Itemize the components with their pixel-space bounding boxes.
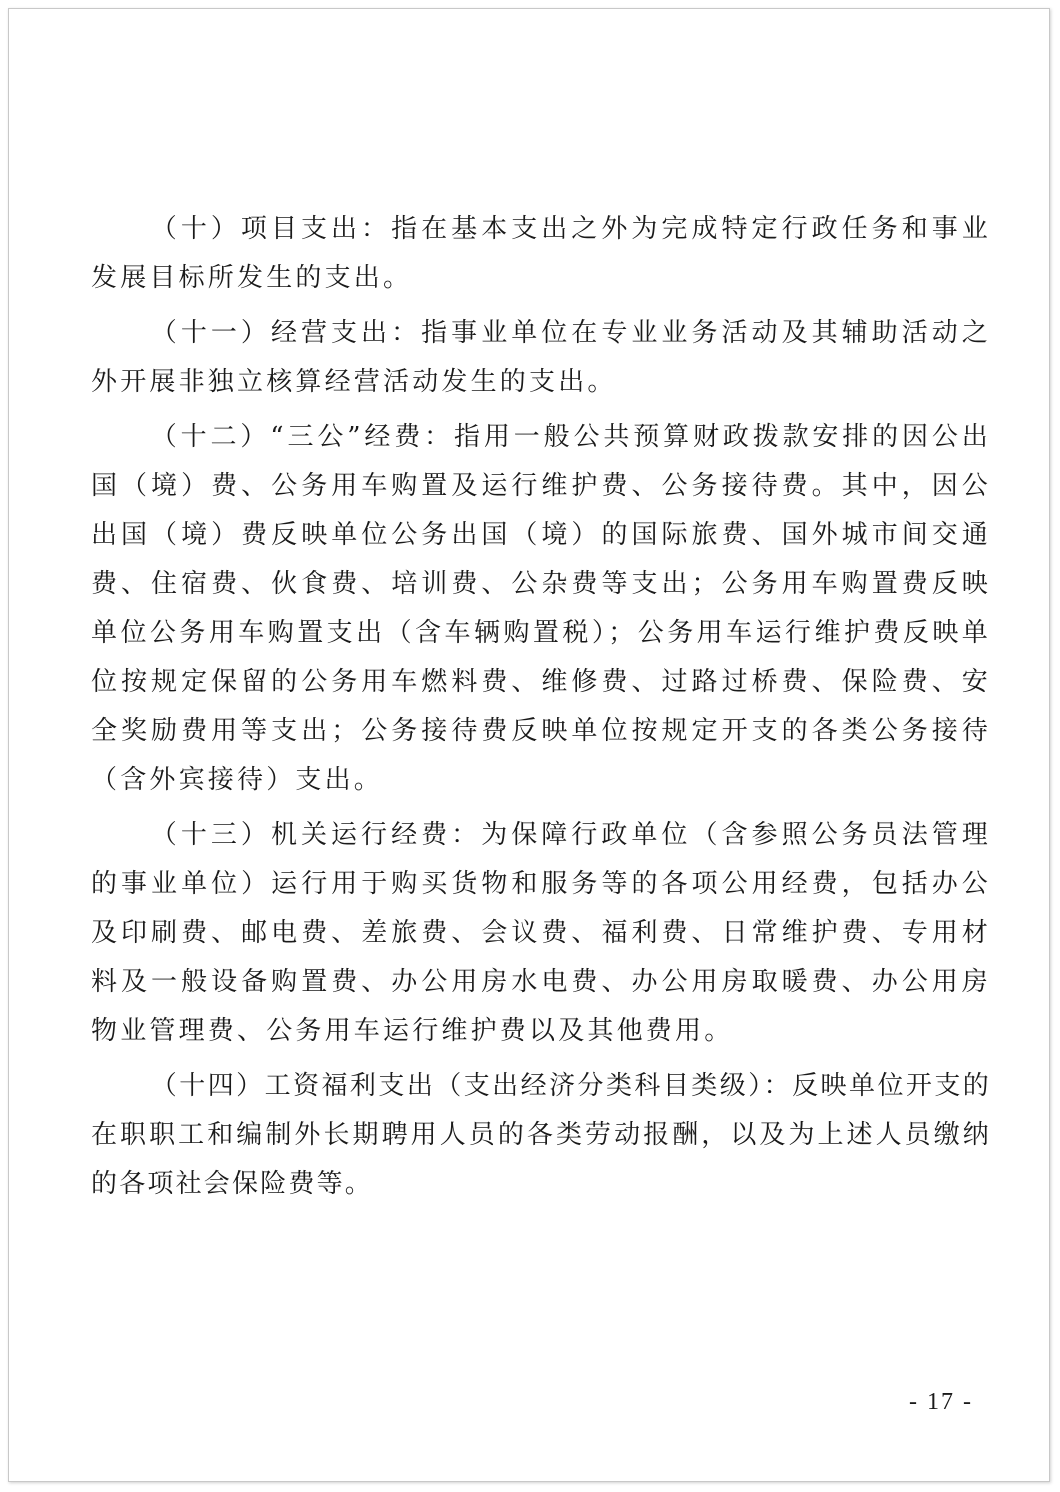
document-body xyxy=(91,205,991,1215)
paragraph-three-public-expenses: （十二）“三公”经费：指用一般公共预算财政拨款安排的因公出国（境）费、公务用车购置及运行维护费、公务接待费。其中，因公出国（境）费反映单位公务出国（境）的国际旅费、国外城市间交通费、住宿费、伙食费、培训费、公杂费等支出；公务用车购置费反映单位公务用车购置支出（含车辆购置税）；公务用车运行维护费反映单位按规定保留的公务用车燃料费、维修费、过路过桥费、保险费、安全奖励费用等支出；公务接待费反映单位按规定开支的各类公务接待（含外宾接待）支出。 xyxy=(91,422,991,795)
paragraph-agency-operating-expenses: （十三）机关运行经费：为保障行政单位（含参照公务员法管理的事业单位）运行用于购买货物和服务等的各项公用经费，包括办公及印刷费、邮电费、差旅费、会议费、福利费、日常维护费、专用材料及一般设备购置费、办公用房水电费、办公用房取暖费、办公用房物业管理费、公务用车运行维护费以及其他费用。 xyxy=(91,820,991,1046)
paragraph-operating-expenditure: （十一）经营支出：指事业单位在专业业务活动及其辅助活动之外开展非独立核算经营活动发生的支出。 xyxy=(91,318,991,397)
paragraph-wage-welfare-expenditure: （十四）工资福利支出（支出经济分类科目类级）：反映单位开支的在职职工和编制外长期聘用人员的各类劳动报酬，以及为上述人员缴纳的各项社会保险费等。 xyxy=(91,1071,991,1199)
page-number: - 17 - xyxy=(909,1389,973,1415)
paragraph-project-expenditure: （十）项目支出：指在基本支出之外为完成特定行政任务和事业发展目标所发生的支出。 xyxy=(91,214,991,293)
document-page xyxy=(8,8,1050,1482)
